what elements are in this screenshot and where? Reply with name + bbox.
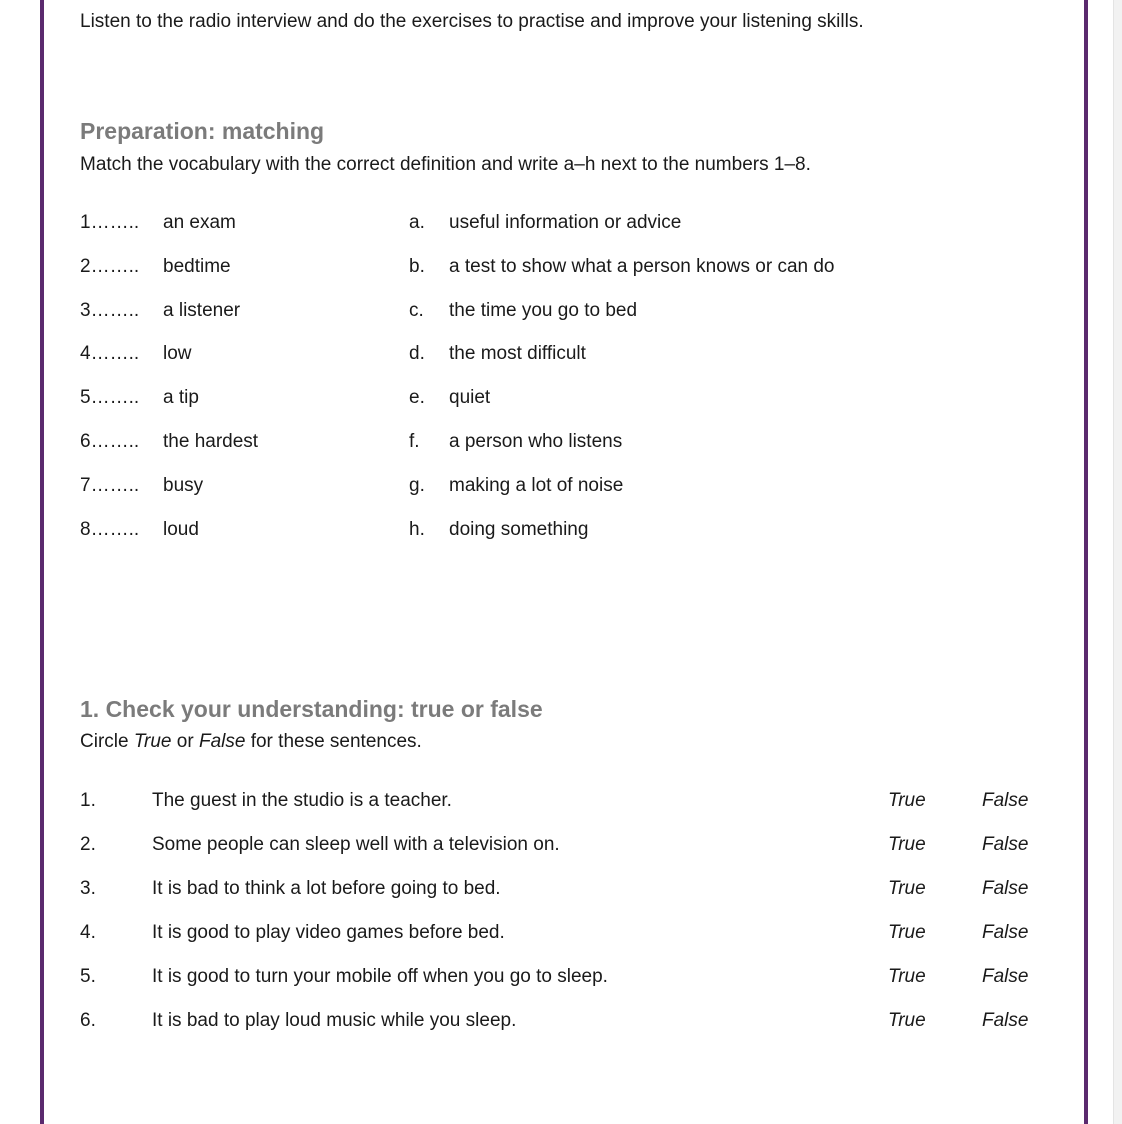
false-option[interactable]: False — [982, 834, 1029, 855]
item-number: 5. — [80, 966, 96, 987]
match-number[interactable]: 2…….. — [80, 256, 140, 277]
match-number[interactable]: 3…….. — [80, 300, 140, 321]
true-option[interactable]: True — [888, 1010, 926, 1031]
false-option[interactable]: False — [982, 922, 1029, 943]
match-row — [80, 519, 1040, 545]
match-letter: e. — [409, 387, 425, 408]
match-letter: g. — [409, 475, 425, 496]
match-number[interactable]: 7…….. — [80, 475, 140, 496]
match-word: the hardest — [163, 431, 259, 452]
match-definition: quiet — [449, 387, 491, 408]
match-letter: d. — [409, 343, 425, 364]
preparation-instruction: Match the vocabulary with the correct definition and write a–h next to the numbers 1–8. — [80, 154, 811, 175]
true-false-row — [80, 790, 1040, 816]
item-number: 1. — [80, 790, 96, 811]
match-word: busy — [163, 475, 204, 496]
item-sentence: The guest in the studio is a teacher. — [152, 790, 452, 811]
instruction-text: or — [171, 731, 199, 752]
false-option[interactable]: False — [982, 966, 1029, 987]
true-option[interactable]: True — [888, 878, 926, 899]
match-definition: useful information or advice — [449, 212, 682, 233]
instruction-false-word: False — [198, 731, 246, 752]
match-row — [80, 212, 1040, 238]
match-letter: a. — [409, 212, 425, 233]
match-definition: doing something — [449, 519, 589, 540]
instruction-text: Circle — [80, 731, 134, 752]
match-letter: f. — [409, 431, 420, 452]
match-row — [80, 387, 1040, 413]
item-number: 4. — [80, 922, 96, 943]
item-sentence: Some people can sleep well with a television on. — [152, 834, 560, 855]
intro-text: Listen to the radio interview and do the exercises to practise and improve your listening skills. — [80, 11, 864, 32]
item-number: 6. — [80, 1010, 96, 1031]
check-heading: 1. Check your understanding: true or false — [80, 696, 543, 722]
match-number[interactable]: 8…….. — [80, 519, 140, 540]
match-definition: making a lot of noise — [449, 475, 624, 496]
match-word: an exam — [163, 212, 236, 233]
true-option[interactable]: True — [888, 790, 926, 811]
instruction-text: for these sentences. — [245, 731, 422, 752]
false-option[interactable]: False — [982, 878, 1029, 899]
true-false-row — [80, 966, 1040, 992]
match-row — [80, 256, 1040, 282]
preparation-heading: Preparation: matching — [80, 118, 325, 144]
item-number: 2. — [80, 834, 96, 855]
match-definition: a person who listens — [449, 431, 623, 452]
match-number[interactable]: 1…….. — [80, 212, 140, 233]
item-sentence: It is bad to play loud music while you sleep. — [152, 1010, 517, 1031]
false-option[interactable]: False — [982, 1010, 1029, 1031]
match-row — [80, 300, 1040, 326]
match-definition: the time you go to bed — [449, 300, 638, 321]
match-number[interactable]: 4…….. — [80, 343, 140, 364]
item-sentence: It is good to turn your mobile off when you go to sleep. — [152, 966, 608, 987]
match-row — [80, 475, 1040, 501]
match-number[interactable]: 6…….. — [80, 431, 140, 452]
match-word: a listener — [163, 300, 241, 321]
item-sentence: It is bad to think a lot before going to bed. — [152, 878, 501, 899]
item-sentence: It is good to play video games before bed. — [152, 922, 505, 943]
match-word: bedtime — [163, 256, 231, 277]
true-option[interactable]: True — [888, 922, 926, 943]
match-row — [80, 343, 1040, 369]
true-option[interactable]: True — [888, 966, 926, 987]
item-number: 3. — [80, 878, 96, 899]
true-false-row — [80, 834, 1040, 860]
true-false-row — [80, 922, 1040, 948]
scrollbar[interactable] — [1113, 0, 1122, 1124]
match-number[interactable]: 5…….. — [80, 387, 140, 408]
match-letter: c. — [409, 300, 424, 321]
false-option[interactable]: False — [982, 790, 1029, 811]
match-definition: the most difficult — [449, 343, 586, 364]
true-false-row — [80, 878, 1040, 904]
match-letter: b. — [409, 256, 425, 277]
true-false-row — [80, 1010, 1040, 1036]
check-instruction — [80, 731, 422, 753]
match-letter: h. — [409, 519, 425, 540]
true-option[interactable]: True — [888, 834, 926, 855]
match-row — [80, 431, 1040, 457]
match-word: low — [163, 343, 192, 364]
match-word: loud — [163, 519, 199, 540]
instruction-true-word: True — [133, 731, 172, 752]
match-definition: a test to show what a person knows or can do — [449, 256, 835, 277]
match-word: a tip — [163, 387, 199, 408]
